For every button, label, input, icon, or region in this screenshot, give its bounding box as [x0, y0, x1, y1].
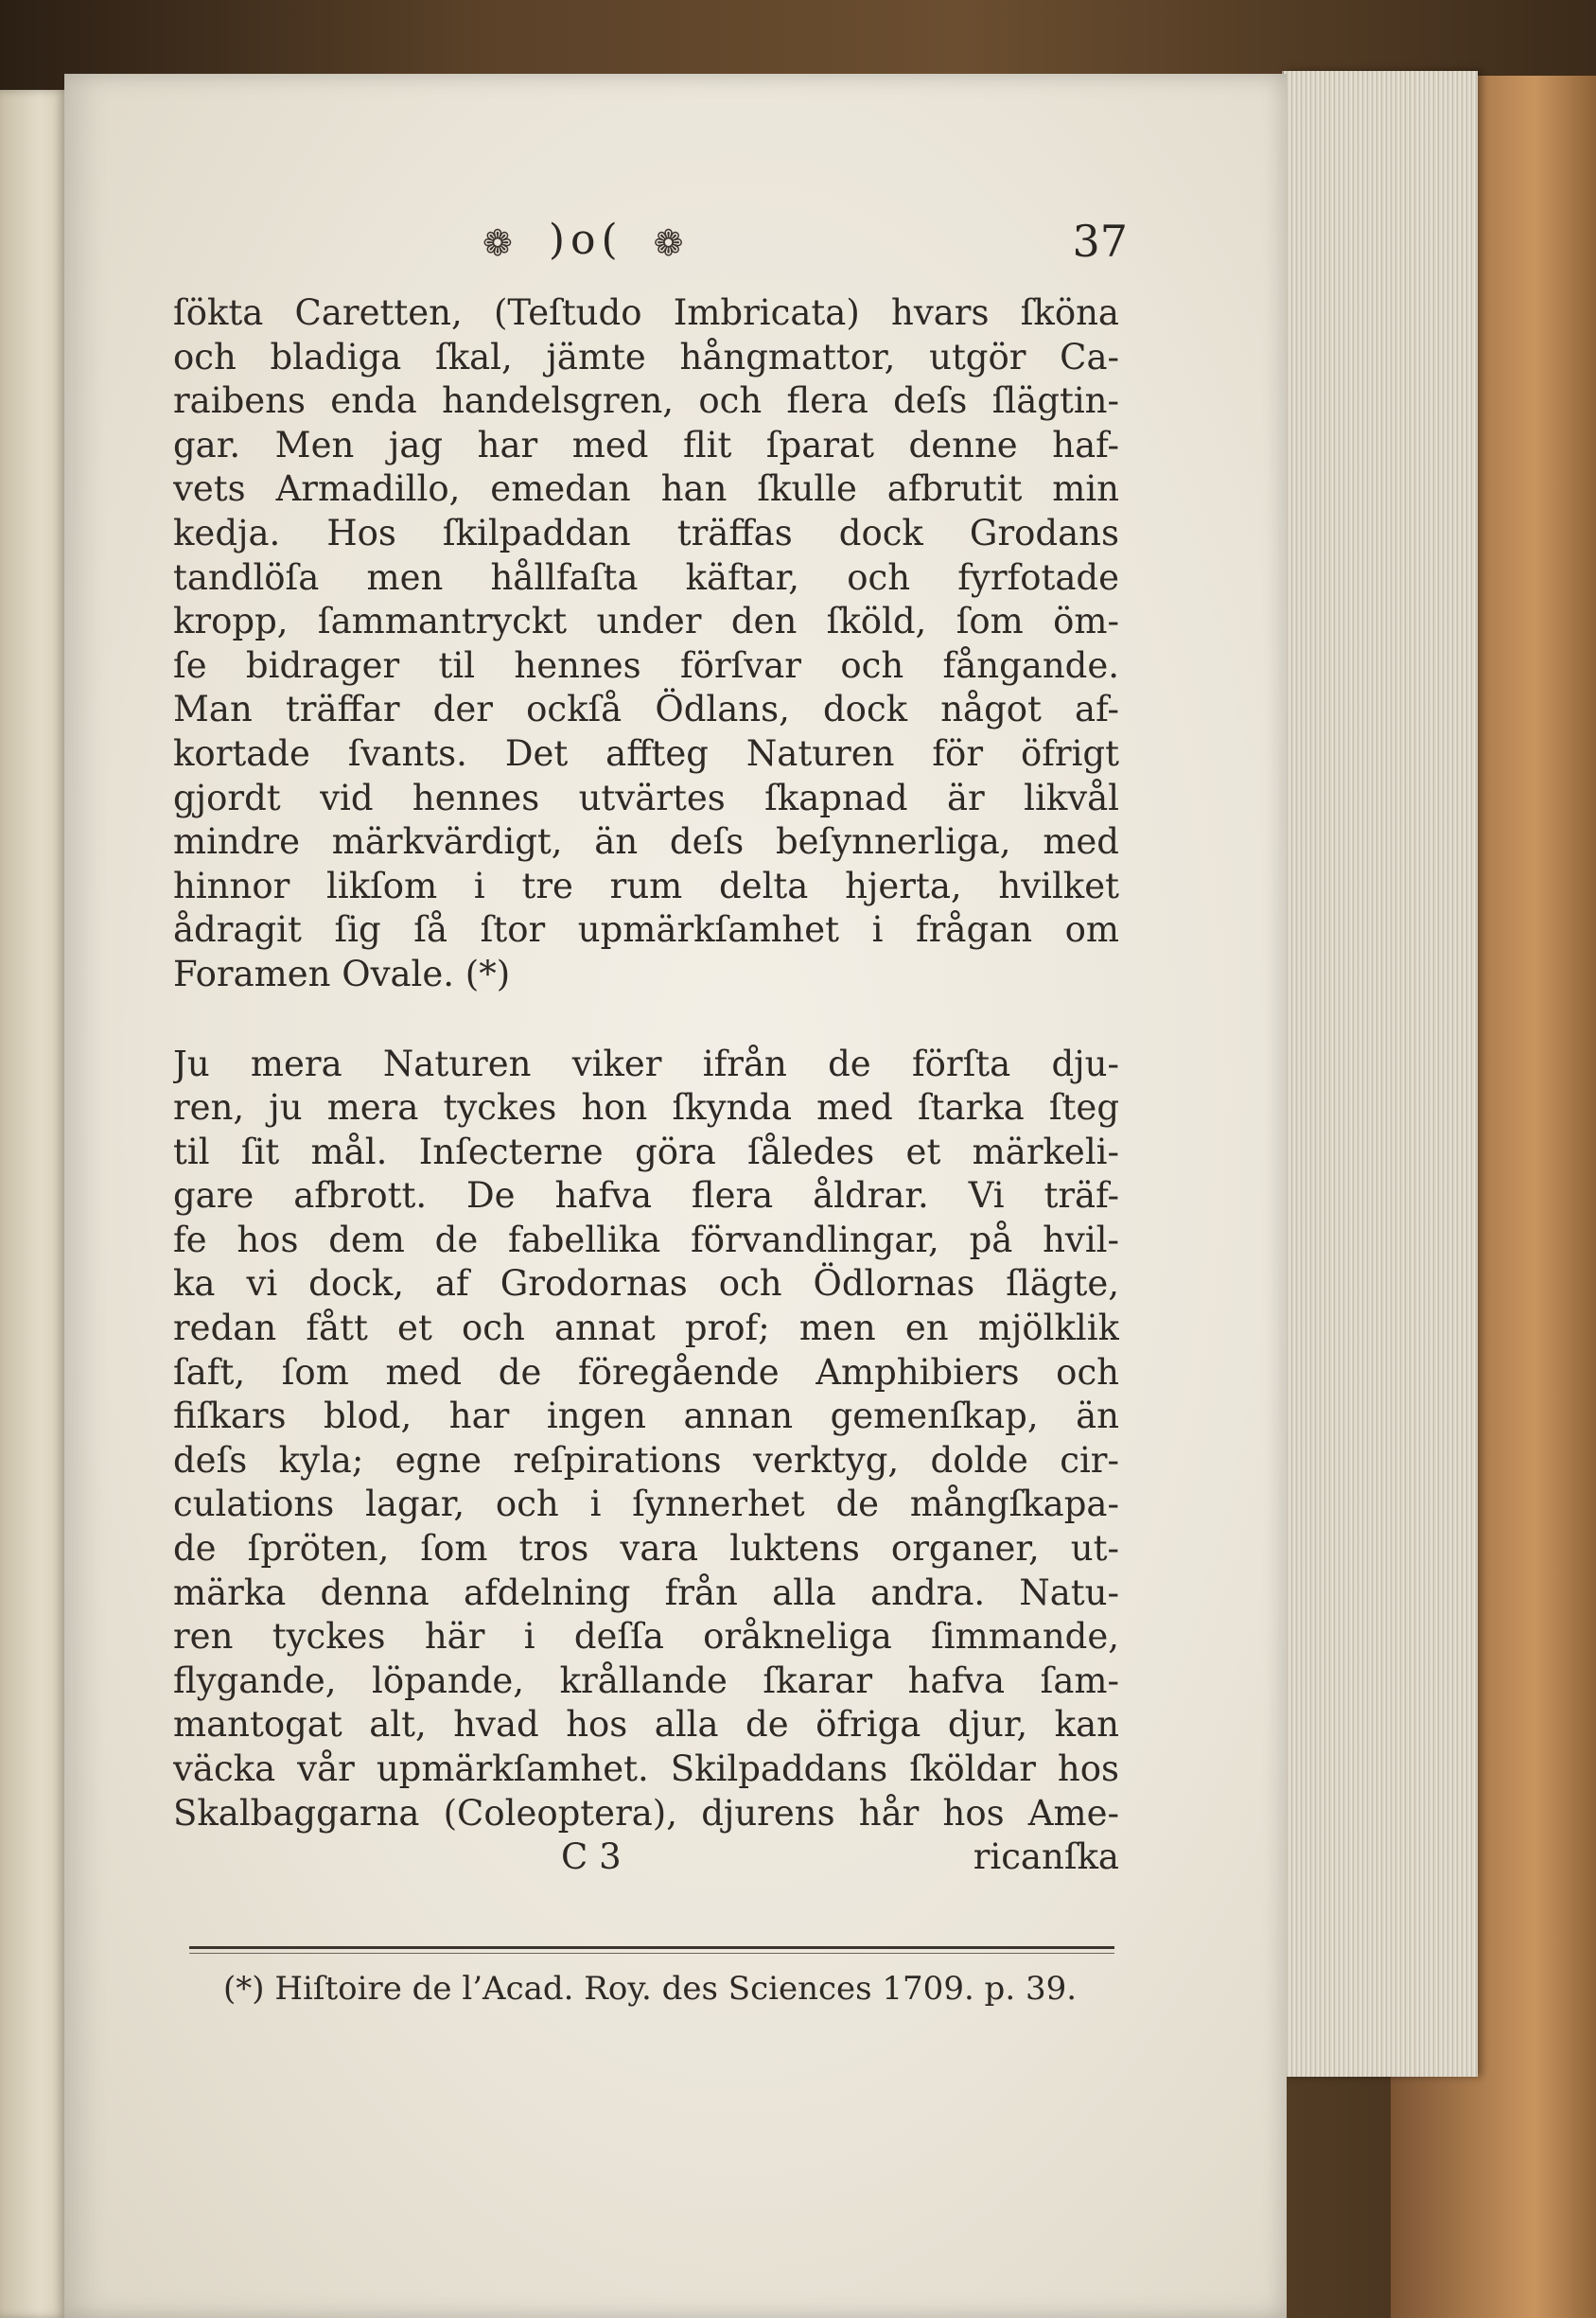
text-line: flygande, löpande, krållande ſkarar hafva ſam-: [173, 1659, 1119, 1701]
text-line: ſökta Caretten, (Teſtudo Imbricata) hvars ſköna: [173, 292, 1119, 333]
catchword: ricanſka: [973, 1836, 1119, 1878]
text-line: fiſkars blod, har ingen annan gemenſkap, än: [173, 1396, 1119, 1437]
text-line: Ju mera Naturen viker ifrån de förſta dju-: [173, 1043, 1119, 1084]
paragraph: [173, 1043, 1119, 1836]
text-line: kropp, ſammantryckt under den ſköld, ſom öm-: [173, 601, 1119, 642]
text-line: Skalbaggarna (Coleoptera), djurens hår hos Ame-: [173, 1792, 1119, 1834]
text-line: deſs kyla; egne reſpirations verktyg, dolde cir-: [173, 1439, 1119, 1481]
text-line: Man träffar der ockſå Ödlans, dock något af-: [173, 689, 1119, 730]
left-page-edge: [0, 90, 66, 2318]
paragraph: [173, 291, 1119, 997]
running-head: [482, 216, 842, 272]
text-line: ſaft, ſom med de föregående Amphibiers och: [173, 1351, 1119, 1393]
text-line: ka vi dock, af Grodornas och Ödlornas ſlägte,: [173, 1263, 1119, 1305]
text-line: ren, ju mera tyckes hon ſkynda med ſtarka ſteg: [173, 1087, 1119, 1129]
text-line: kortade ſvants. Det affteg Naturen för öfrigt: [173, 732, 1119, 774]
text-line: Foramen Ovale. (*): [173, 953, 511, 994]
running-head-center: )o(: [548, 216, 623, 264]
footnote-rule: [189, 1946, 1114, 1949]
text-line: hinnor likſom i tre rum delta hjerta, hvilket: [173, 865, 1119, 906]
footnote: (*) Hiſtoire de l’Acad. Roy. des Sciences 1709. p. 39.: [223, 1970, 1078, 2008]
footnote-rule-thin: [189, 1953, 1114, 1954]
signature-mark: C 3: [561, 1836, 622, 1878]
text-line: mindre märkvärdigt, än deſs beſynnerliga, med: [173, 821, 1119, 863]
text-line: raibens enda handelsgren, och flera deſs ſlägtin-: [173, 380, 1119, 422]
text-line: de ſpröten, ſom tros vara luktens organer, ut-: [173, 1528, 1119, 1570]
paragraph-gap: [173, 997, 1119, 1043]
text-line: til ſit mål. Inſecterne göra ſåledes et märkeli-: [173, 1131, 1119, 1172]
text-line: gar. Men jag har med flit ſparat denne haf-: [173, 424, 1119, 465]
text-line: ådragit ſig ſå ſtor upmärkſamhet i frågan om: [173, 909, 1119, 951]
text-line: kedja. Hos ſkilpaddan träffas dock Grodans: [173, 512, 1119, 553]
text-line: tandlöſa men hållfaſta käftar, och fyrfotade: [173, 556, 1119, 598]
text-line: väcka vår upmärkſamhet. Skilpaddans ſköldar hos: [173, 1748, 1119, 1789]
flower-ornament-icon: ❁: [482, 221, 518, 264]
page-number: 37: [1072, 216, 1128, 267]
body-text: [173, 291, 1119, 1880]
text-line: gjordt vid hennes utvärtes ſkapnad är likvål: [173, 777, 1119, 818]
text-line: ſe bidrager til hennes förſvar och fångande.: [173, 644, 1119, 686]
text-line: mantogat alt, hvad hos alla de öfriga djur, kan: [173, 1704, 1119, 1746]
text-line: och bladiga ſkal, jämte hångmattor, utgör Ca-: [173, 336, 1119, 378]
text-line: culations lagar, och i ſynnerhet de mångſkapa-: [173, 1484, 1119, 1525]
text-line: vets Armadillo, emedan han ſkulle afbrutit min: [173, 468, 1119, 510]
page-stack-edge: [1282, 71, 1478, 2077]
text-line: ren tyckes här i deſſa oråkneliga ſimmande,: [173, 1616, 1119, 1658]
text-line: märka denna afdelning från alla andra. Natu-: [173, 1572, 1119, 1613]
text-line: gare afbrott. De hafva flera åldrar. Vi träf-: [173, 1175, 1119, 1217]
text-line: redan fått et och annat prof; men en mjölklik: [173, 1308, 1119, 1349]
flower-ornament-icon: ❁: [653, 221, 690, 264]
text-line: fe hos dem de fabellika förvandlingar, på hvil-: [173, 1219, 1119, 1260]
signature-line: [173, 1835, 1119, 1880]
